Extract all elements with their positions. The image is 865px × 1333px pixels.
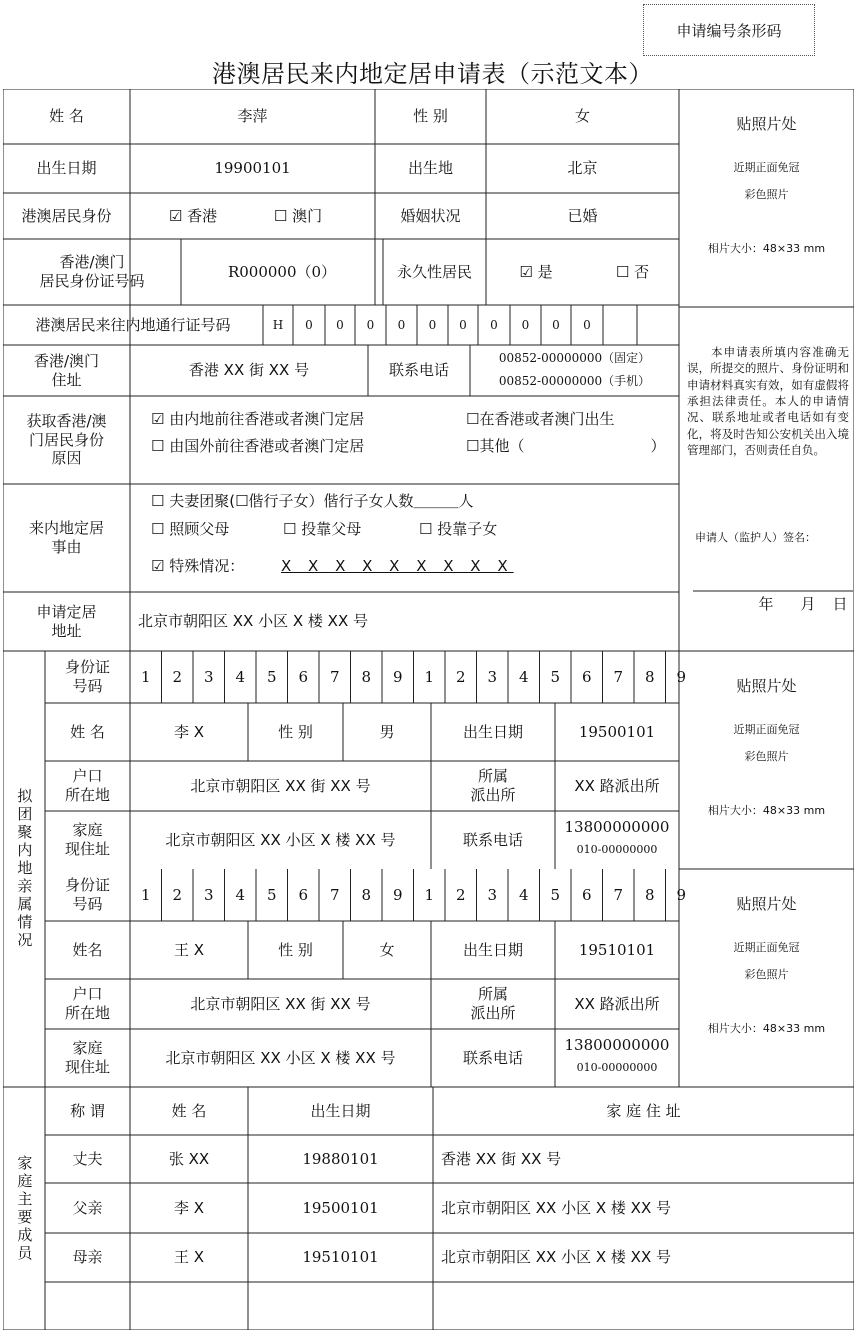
permit-digit: H	[272, 317, 284, 332]
settle-option-join-parents: ☐ 投靠父母	[283, 519, 362, 538]
reason-label: 获取香港/澳 门居民身份 原因	[26, 411, 107, 468]
photo-box-line2: 彩色照片	[744, 187, 789, 201]
relative-id-label: 身份证 号码	[64, 658, 110, 695]
settle-special-value: X X X X X X X X X	[281, 556, 514, 575]
relative-id-digit: 6	[581, 667, 592, 686]
photo-box-title: 贴照片处	[736, 894, 797, 913]
relative-id-digit: 3	[203, 885, 214, 904]
relative-id-digit: 5	[266, 885, 277, 904]
birthplace-label: 出生地	[407, 159, 453, 178]
permit-digit: 0	[336, 317, 344, 332]
reason-option-4: ☐其他（	[466, 436, 525, 455]
relative-id-digit: 9	[392, 885, 403, 904]
family-cell: 香港 XX 街 XX 号	[441, 1149, 562, 1168]
permanent-label: 永久性居民	[396, 262, 472, 281]
hkmo-address-label: 香港/澳门 住址	[33, 351, 100, 389]
identity-hk-checkbox: ☑ 香港	[168, 206, 218, 225]
marital-value: 已婚	[567, 206, 598, 225]
identity-label: 港澳居民身份	[21, 206, 112, 225]
permit-digit: 0	[305, 317, 313, 332]
relative-hukou-label: 户口 所在地	[64, 985, 110, 1022]
permit-digit: 0	[521, 317, 530, 332]
sign-year: 年	[758, 594, 774, 613]
relative-id-digit: 2	[172, 885, 183, 904]
identity-mo-checkbox: ☐ 澳门	[273, 206, 323, 225]
family-cell	[248, 1282, 433, 1330]
birthplace-value: 北京	[567, 159, 598, 178]
relative-gender-value: 男	[379, 722, 395, 741]
permit-digit: 0	[366, 317, 375, 332]
name-value: 李萍	[237, 107, 268, 126]
settle-option-join-children: ☐ 投靠子女	[419, 519, 498, 538]
permit-digit: 0	[552, 317, 560, 332]
permanent-yes-checkbox: ☑ 是	[519, 262, 553, 281]
permanent-no-checkbox: ☐ 否	[615, 262, 650, 281]
relative-id-digit: 9	[676, 667, 687, 686]
relative-id-digit: 6	[298, 667, 309, 686]
photo-box-size: 相片大小：48×33 mm	[707, 803, 826, 817]
relative-id-digit: 1	[424, 885, 435, 904]
photo-box-title: 贴照片处	[736, 114, 797, 133]
barcode-box: 申请编号条形码	[643, 4, 815, 56]
gender-label: 性 别	[413, 107, 448, 126]
relative-id-digit: 6	[581, 885, 592, 904]
relatives-section-label: 拟团聚内地亲属情况	[15, 788, 34, 950]
relative-id-digit: 4	[518, 885, 529, 904]
photo-box-line1: 近期正面免冠	[733, 722, 800, 736]
hkmo-address-value: 香港 XX 街 XX 号	[188, 361, 310, 380]
relative-home-label: 家庭 现住址	[64, 1039, 110, 1076]
form-title: 港澳居民来内地定居申请表（示范文本）	[212, 60, 653, 88]
relative-id-digit: 8	[644, 885, 655, 904]
reason-option-4-close: ）	[650, 436, 666, 455]
relative-hukou-value: 北京市朝阳区 XX 街 XX 号	[190, 994, 371, 1013]
permit-digit: 0	[490, 317, 498, 332]
relative-hukou-label: 户口 所在地	[64, 767, 110, 804]
relative-id-label: 身份证 号码	[64, 876, 110, 913]
relative-id-digit: 5	[266, 667, 277, 686]
family-cell: 19510101	[302, 1248, 379, 1267]
relative-id-digit: 5	[550, 667, 561, 686]
relative-phone-label: 联系电话	[462, 830, 523, 849]
settle-address-value: 北京市朝阳区 XX 小区 X 楼 XX 号	[138, 612, 368, 631]
relative-id-digit: 6	[298, 885, 309, 904]
relative-id-digit: 4	[235, 667, 246, 686]
settle-option-reunion: ☐ 夫妻团聚(☐偕行子女）偕行子女人数＿＿＿人	[151, 491, 474, 510]
relative-phone-mobile: 13800000000	[564, 1035, 670, 1054]
relative-id-digit: 1	[424, 667, 435, 686]
relative-id-digit: 1	[140, 667, 151, 686]
relative-name-value: 李 X	[173, 722, 205, 741]
relative-birth-label: 出生日期	[462, 940, 523, 959]
phone-label: 联系电话	[388, 361, 449, 380]
photo-box-line2: 彩色照片	[744, 749, 789, 763]
sign-day: 日	[832, 594, 848, 613]
photo-box-line1: 近期正面免冠	[733, 160, 800, 174]
declaration-text: 本申请表所填内容准确无误，所提交的照片、身份证明和申请材料真实有效，如有虚假将承担法律责任。本人的申请情况、联系地址或者电话如有变化，将及时告知公安机关出入境管理部门，否则责任自负。	[687, 345, 849, 457]
relative-phone-label: 联系电话	[462, 1048, 523, 1067]
marital-label: 婚姻状况	[400, 206, 461, 225]
family-header-cell: 姓 名	[171, 1101, 207, 1120]
settle-option-parents-care: ☐ 照顾父母	[151, 519, 230, 538]
photo-box-line2: 彩色照片	[744, 967, 789, 981]
family-cell: 北京市朝阳区 XX 小区 X 楼 XX 号	[441, 1198, 671, 1217]
application-form	[3, 89, 854, 1330]
relative-id-digit: 1	[140, 885, 151, 904]
family-cell: 父亲	[72, 1198, 103, 1217]
relative-name-value: 王 X	[173, 940, 205, 959]
relative-phone-mobile: 13800000000	[564, 817, 670, 836]
relative-id-digit: 5	[550, 885, 561, 904]
family-cell: 李 X	[173, 1198, 205, 1217]
sign-month: 月	[800, 594, 816, 613]
relative-id-digit: 3	[487, 885, 498, 904]
settle-address-label: 申请定居 地址	[36, 602, 97, 640]
relative-name-label: 姓 名	[70, 722, 105, 741]
reason-option-3: ☐ 由国外前往香港或者澳门定居	[151, 436, 365, 455]
relative-id-digit: 2	[455, 885, 466, 904]
relative-police-label: 所属 派出所	[470, 767, 516, 804]
relative-police-label: 所属 派出所	[470, 985, 516, 1022]
permit-digit: 0	[583, 317, 591, 332]
reason-option-1: ☑ 由内地前往香港或者澳门定居	[151, 409, 365, 428]
relative-home-label: 家庭 现住址	[64, 821, 110, 858]
relative-id-digit: 4	[235, 885, 246, 904]
relative-id-digit: 7	[329, 885, 340, 904]
relative-birth-value: 19510101	[578, 940, 656, 959]
relative-police-value: XX 路派出所	[574, 994, 660, 1013]
settle-special-label: ☑ 特殊情况：	[151, 556, 245, 575]
photo-box-size: 相片大小：48×33 mm	[707, 1021, 826, 1035]
relative-id-digit: 2	[172, 667, 183, 686]
family-cell: 张 XX	[168, 1149, 210, 1168]
family-header-cell: 出生日期	[310, 1101, 371, 1120]
relative-home-value: 北京市朝阳区 XX 小区 X 楼 XX 号	[165, 830, 396, 849]
phone-mobile-value: 00852-00000000（手机）	[498, 373, 651, 388]
phone-fixed-value: 00852-00000000（固定）	[498, 350, 651, 365]
birth-value: 19900101	[214, 159, 291, 178]
relative-birth-label: 出生日期	[462, 722, 523, 741]
permit-digit: 0	[428, 317, 437, 332]
relative-home-value: 北京市朝阳区 XX 小区 X 楼 XX 号	[165, 1048, 396, 1067]
relative-id-digit: 3	[203, 667, 214, 686]
family-cell: 19500101	[302, 1198, 379, 1217]
hkmo-id-value: R000000（0）	[227, 262, 337, 281]
relative-id-digit: 7	[613, 667, 624, 686]
relative-gender-label: 性 别	[278, 940, 313, 959]
family-cell: 北京市朝阳区 XX 小区 X 楼 XX 号	[441, 1248, 671, 1267]
relative-gender-value: 女	[379, 940, 395, 959]
relative-id-digit: 3	[487, 667, 498, 686]
relative-name-label: 姓名	[72, 940, 103, 959]
relative-id-digit: 8	[361, 667, 372, 686]
relative-hukou-value: 北京市朝阳区 XX 街 XX 号	[190, 776, 371, 795]
relative-id-digit: 8	[644, 667, 655, 686]
family-cell	[130, 1282, 248, 1330]
photo-box-size: 相片大小：48×33 mm	[707, 241, 826, 255]
relative-id-digit: 7	[329, 667, 340, 686]
gender-value: 女	[574, 107, 590, 126]
relative-id-digit: 9	[392, 667, 403, 686]
name-label: 姓 名	[49, 107, 84, 126]
relative-id-digit: 7	[613, 885, 624, 904]
permit-digit: 0	[459, 317, 467, 332]
family-cell	[45, 1282, 130, 1330]
family-section-label: 家庭主要成员	[15, 1154, 34, 1263]
relative-id-digit: 4	[518, 667, 529, 686]
hkmo-id-label: 香港/澳门 居民身份证号码	[39, 253, 145, 290]
relative-phone-fixed: 010-00000000	[576, 842, 658, 856]
relative-id-digit: 9	[676, 885, 687, 904]
relative-gender-label: 性 别	[278, 722, 313, 741]
family-header-cell: 家 庭 住 址	[606, 1101, 681, 1120]
family-cell: 王 X	[173, 1248, 205, 1267]
relative-birth-value: 19500101	[578, 722, 656, 741]
permit-digit: 0	[397, 317, 406, 332]
relative-id-digit: 8	[361, 885, 372, 904]
reason-option-2: ☐在香港或者澳门出生	[466, 409, 615, 428]
relative-id-digit: 2	[455, 667, 466, 686]
relative-police-value: XX 路派出所	[574, 776, 660, 795]
family-header-cell: 称 谓	[70, 1101, 105, 1120]
photo-box-line1: 近期正面免冠	[733, 940, 800, 954]
family-cell	[433, 1282, 854, 1330]
relative-phone-fixed: 010-00000000	[576, 1060, 658, 1074]
settle-reason-label: 来内地定居 事由	[28, 519, 104, 556]
photo-box-title: 贴照片处	[736, 676, 797, 695]
signature-label: 申请人（监护人）签名：	[695, 530, 816, 544]
family-cell: 丈夫	[72, 1149, 103, 1168]
family-cell: 19880101	[302, 1149, 379, 1168]
family-cell: 母亲	[72, 1248, 103, 1267]
permit-label: 港澳居民来往内地通行证号码	[35, 315, 231, 334]
birth-label: 出生日期	[36, 159, 97, 178]
